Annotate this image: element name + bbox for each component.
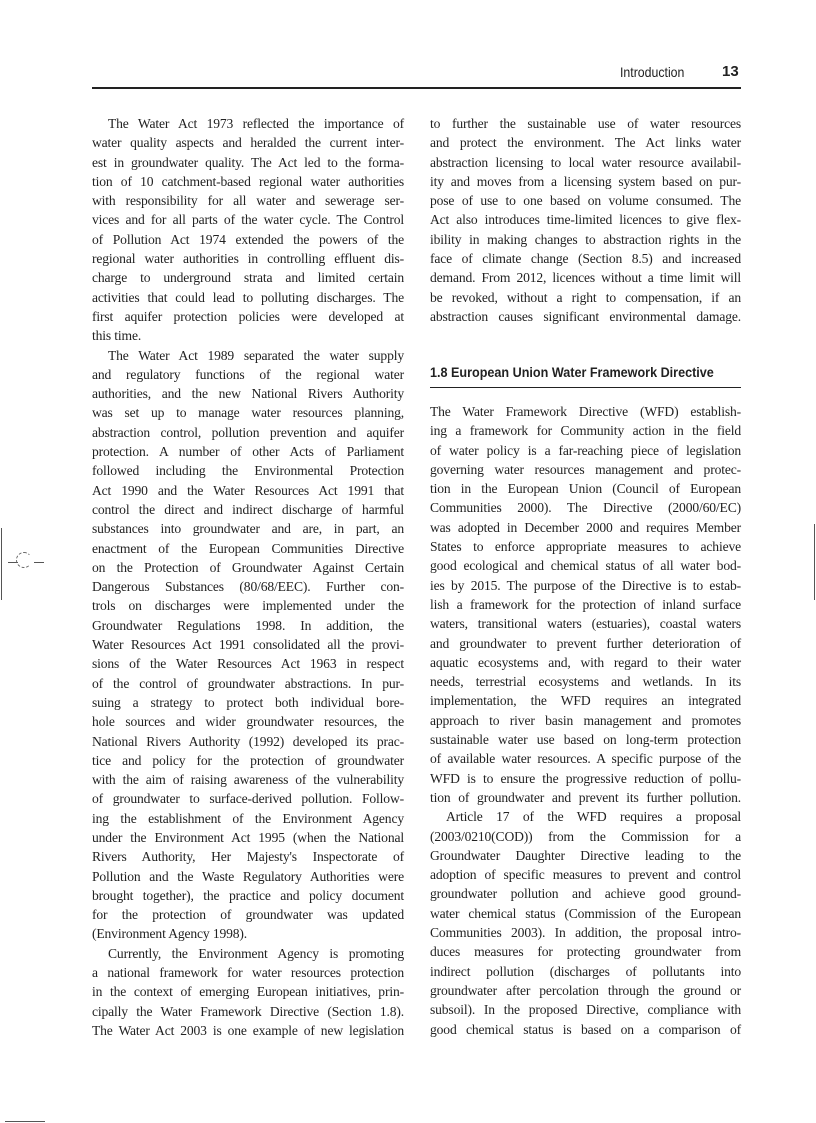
text-line: abstraction causes significant environmental damage. [430, 308, 741, 324]
section-heading: 1.8 European Union Water Framework Directive [430, 364, 714, 380]
text-line: abstraction control, pollution prevention and aquifer [92, 424, 404, 440]
text-line: Pollution and the Waste Regulatory Authorities were [92, 868, 404, 884]
text-line: adoption of specific measures to prevent and control [430, 867, 741, 883]
text-line: est in groundwater quality. The Act led to the forma- [92, 154, 404, 170]
text-line: The Water Framework Directive (WFD) establish- [430, 404, 741, 419]
section-rule [430, 387, 741, 388]
text-line: ing the establishment of the Environment Agency [92, 810, 404, 826]
text-line: tion in the European Union (Council of European [430, 481, 741, 497]
text-line: WFD is to ensure the progressive reduction of pollu- [430, 770, 741, 786]
crop-mark-right [814, 524, 815, 600]
text-line: under the Environment Act 1995 (when the National [92, 829, 404, 845]
crop-mark-left [1, 528, 2, 600]
text-line: implementation, the WFD requires an integrated [430, 693, 741, 709]
text-line: tice and policy for the protection of groundwater [92, 752, 404, 768]
text-line: Communities 2000). The Directive (2000/60/EC) [430, 500, 741, 516]
text-line: ity and moves from a licensing system based on pur- [430, 173, 741, 189]
text-line: of Pollution Act 1974 extended the powers of the [92, 231, 404, 247]
text-line: aquatic ecosystems and, with regard to their water [430, 654, 741, 670]
text-line: waters, transitional waters (estuaries), coastal waters [430, 616, 741, 632]
text-line: (2003/0210(COD)) from the Commission for a [430, 828, 741, 844]
text-line: enactment of the European Communities Directive [92, 540, 404, 556]
text-line: was set up to manage water resources planning, [92, 405, 404, 421]
text-line: Groundwater Regulations 1998. In addition, the [92, 617, 404, 633]
text-line: demand. From 2012, licences without a time limit will [430, 270, 741, 286]
text-line: was adopted in December 2000 and requires Member [430, 519, 741, 535]
running-header-title: Introduction [620, 64, 685, 80]
text-line: for the protection of groundwater was updated [92, 907, 404, 923]
text-line: governing water resources management and protec- [430, 461, 741, 477]
text-line: vices and for all parts of the water cycle. The Control [92, 212, 404, 228]
text-line: National Rivers Authority (1992) developed its prac- [92, 733, 404, 749]
text-line: this time. [92, 328, 142, 344]
text-line: cipally the Water Framework Directive (Section 1.8). [92, 1003, 404, 1019]
text-line: lish a framework for the protection of inland surface [430, 596, 741, 612]
text-line: ing a framework for Community action in the field [430, 423, 741, 439]
text-line: pose of use to one based on volume consumed. The [430, 193, 741, 209]
text-line: tion of 10 catchment-based regional water authorities [92, 173, 404, 189]
text-line: of water policy is a far-reaching piece of legislation [430, 442, 741, 458]
left-column [92, 114, 404, 1040]
text-line: face of climate change (Section 8.5) and increased [430, 251, 741, 267]
text-line: activities that could lead to polluting discharges. The [92, 289, 404, 305]
text-line: and protect the environment. The Act links water [430, 135, 741, 151]
text-line: and groundwater to prevent further deterioration of [430, 635, 741, 651]
text-line: in the context of emerging European initiatives, prin- [92, 984, 404, 1000]
text-line: subsoil). In the proposed Directive, compliance with [430, 1002, 741, 1018]
text-line: control the direct and indirect discharge of harmful [92, 501, 404, 517]
text-line: Communities 2003). In addition, the proposal intro- [430, 925, 741, 941]
text-line: and regulatory functions of the regional water [92, 366, 404, 382]
text-line: Rivers Authority, Her Majesty's Inspectorate of [92, 849, 404, 865]
crop-mark-bottom [5, 1121, 45, 1122]
text-line: good chemical status is based on a comparison of [430, 1021, 741, 1037]
text-line: The Water Act 1989 separated the water supply [108, 347, 404, 363]
text-line: abstraction licensing to local water resource availabil- [430, 154, 741, 170]
registration-mark-tick [34, 562, 44, 563]
text-line: to further the sustainable use of water resources [430, 116, 741, 131]
text-line: authorities, and the new National Rivers Authority [92, 386, 404, 402]
text-line: a national framework for water resources protection [92, 965, 404, 981]
text-line: regional water authorities in controlling effluent dis- [92, 251, 404, 267]
right-column-top [430, 114, 741, 326]
text-line: Act 1990 and the Water Resources Act 1991 that [92, 482, 404, 498]
text-line: duces measures for protecting groundwater from [430, 944, 741, 960]
text-line: needs, terrestrial ecosystems and wetlands. In its [430, 674, 741, 690]
text-line: tion of groundwater and prevent its further pollution. [430, 789, 741, 805]
text-line: water chemical status (Commission of the European [430, 905, 741, 921]
text-line: be revoked, without a right to compensation, if an [430, 289, 741, 305]
text-line: approach to river basin management and promotes [430, 712, 741, 728]
text-line: (Environment Agency 1998). [92, 926, 248, 942]
text-line: ies by 2015. The purpose of the Directive is to estab- [430, 577, 741, 593]
text-line: Groundwater Daughter Directive leading to the [430, 847, 741, 863]
text-line: water quality aspects and heralded the current inter- [92, 135, 404, 151]
header-rule [92, 87, 741, 89]
text-line: indirect pollution (discharges of pollutants into [430, 963, 741, 979]
registration-mark-icon [16, 552, 32, 568]
text-line: of the control of groundwater abstractions. In pur- [92, 675, 404, 691]
text-line: sustainable water use based on long-term protection [430, 732, 741, 748]
text-line: of available water resources. A specific purpose of the [430, 751, 741, 767]
text-line: Article 17 of the WFD requires a proposal [446, 809, 741, 825]
text-line: charge to underground strata and limited certain [92, 270, 404, 286]
text-line: States to enforce appropriate measures to achieve [430, 539, 741, 555]
text-line: The Water Act 2003 is one example of new legislation [92, 1022, 404, 1038]
text-line: sions of the Water Resources Act 1963 in respect [92, 656, 404, 672]
text-line: good ecological and chemical status of all water bod- [430, 558, 741, 574]
text-line: suing a strategy to protect both individual bore- [92, 694, 404, 710]
text-line: of groundwater to surface-derived pollution. Follow- [92, 791, 404, 807]
text-line: first aquifer protection policies were developed at [92, 308, 404, 324]
text-line: Currently, the Environment Agency is promoting [108, 945, 404, 961]
page-number: 13 [722, 63, 739, 80]
text-line: groundwater after percolation through the ground or [430, 982, 741, 998]
text-line: Act also introduces time-limited licences to give flex- [430, 212, 741, 228]
text-line: trols on discharges were implemented under the [92, 598, 404, 614]
text-line: groundwater pollution and achieve good ground- [430, 886, 741, 902]
text-line: substances into groundwater and are, in part, an [92, 521, 404, 537]
text-line: The Water Act 1973 reflected the importance of [108, 116, 404, 131]
text-line: followed including the Environmental Protection [92, 463, 404, 479]
text-line: with responsibility for all water and sewerage ser- [92, 193, 404, 209]
text-line: brought together), the practice and policy document [92, 887, 404, 903]
text-line: protection. A number of other Acts of Parliament [92, 444, 404, 460]
text-line: ibility in making changes to abstraction rights in the [430, 231, 741, 247]
text-line: with the aim of raising awareness of the vulnerability [92, 772, 404, 788]
text-line: on the Protection of Groundwater Against Certain [92, 559, 404, 575]
text-line: Water Resources Act 1991 consolidated all the provi- [92, 637, 404, 653]
text-line: Dangerous Substances (80/68/EEC). Further con- [92, 579, 404, 595]
right-column-bottom [430, 402, 741, 1039]
text-line: hole sources and wider groundwater resources, the [92, 714, 404, 730]
